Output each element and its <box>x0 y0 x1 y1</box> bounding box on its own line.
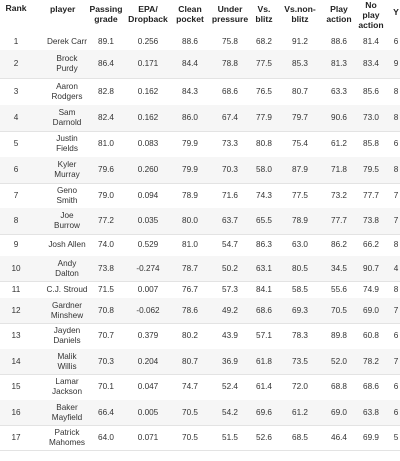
cell-nonblitz: 80.5 <box>292 264 308 273</box>
table-row <box>0 400 400 426</box>
cell-blitz: 77.5 <box>256 59 272 68</box>
cell-nonblitz: 73.5 <box>292 357 308 366</box>
cell-pa: 55.6 <box>331 285 347 294</box>
cell-rank: 1 <box>13 37 19 46</box>
cell-pa: 90.6 <box>331 113 347 122</box>
cell-pressure: 54.2 <box>222 408 238 417</box>
cell-pressure: 71.6 <box>222 191 238 200</box>
cell-player: Malik Willis <box>57 352 77 371</box>
cell-rank: 13 <box>11 331 21 340</box>
cell-clean: 84.4 <box>182 59 198 68</box>
cell-passing: 82.8 <box>98 87 114 96</box>
cell-rank: 5 <box>13 139 19 148</box>
table-row <box>0 131 400 158</box>
cell-epa: 0.005 <box>137 408 159 417</box>
cell-player: Josh Allen <box>48 240 86 249</box>
cell-passing: 82.4 <box>98 113 114 122</box>
cell-player: Jayden Daniels <box>53 326 81 345</box>
cell-passing: 70.8 <box>98 306 114 315</box>
table-row <box>0 78 400 106</box>
cell-npa: 90.7 <box>363 264 379 273</box>
cell-player: Derek Carr <box>46 37 88 46</box>
column-header-clean: Clean pocket <box>176 4 204 24</box>
column-header-passing: Passing grade <box>89 4 123 24</box>
cell-pa: 86.2 <box>331 240 347 249</box>
column-header-nonblitz: Vs.non- blitz <box>284 4 316 24</box>
cell-npa: 85.6 <box>363 87 379 96</box>
cell-extra: 6 <box>393 37 399 46</box>
cell-passing: 81.0 <box>98 139 114 148</box>
table-row <box>0 374 400 401</box>
cell-clean: 79.9 <box>182 165 198 174</box>
cell-pa: 63.3 <box>331 87 347 96</box>
cell-player: Justin Fields <box>56 134 78 153</box>
cell-npa: 63.8 <box>363 408 379 417</box>
table-row <box>0 157 400 184</box>
cell-rank: 11 <box>11 285 21 294</box>
cell-passing: 70.1 <box>98 382 114 391</box>
cell-pressure: 50.2 <box>222 264 238 273</box>
cell-blitz: 86.3 <box>256 240 272 249</box>
cell-npa: 85.8 <box>363 139 379 148</box>
cell-pressure: 70.3 <box>222 165 238 174</box>
cell-epa: 0.071 <box>137 433 159 442</box>
cell-nonblitz: 63.0 <box>292 240 308 249</box>
cell-extra: 9 <box>393 59 399 68</box>
cell-blitz: 68.6 <box>256 306 272 315</box>
cell-extra: 6 <box>393 382 399 391</box>
cell-epa: 0.256 <box>137 37 159 46</box>
cell-pressure: 67.4 <box>222 113 238 122</box>
cell-blitz: 76.5 <box>256 87 272 96</box>
cell-extra: 7 <box>393 191 399 200</box>
cell-player: Lamar Jackson <box>51 377 83 396</box>
cell-rank: 9 <box>13 240 19 249</box>
cell-epa: 0.007 <box>137 285 159 294</box>
column-header-epa: EPA/ Dropback <box>128 4 168 24</box>
cell-clean: 78.9 <box>182 191 198 200</box>
cell-rank: 2 <box>13 59 19 68</box>
cell-npa: 77.7 <box>363 191 379 200</box>
cell-extra: 8 <box>393 113 399 122</box>
cell-clean: 88.6 <box>182 37 198 46</box>
cell-clean: 74.7 <box>182 382 198 391</box>
cell-pa: 52.0 <box>331 357 347 366</box>
cell-blitz: 61.8 <box>256 357 272 366</box>
table-row <box>0 234 400 257</box>
cell-npa: 73.0 <box>363 113 379 122</box>
column-header-pressure: Under pressure <box>211 4 249 24</box>
cell-player: Brock Purdy <box>56 54 78 73</box>
cell-passing: 86.4 <box>98 59 114 68</box>
cell-npa: 81.4 <box>363 37 379 46</box>
column-header-rank: Rank <box>5 3 27 13</box>
cell-pa: 70.5 <box>331 306 347 315</box>
cell-pressure: 73.3 <box>222 139 238 148</box>
table-row <box>0 298 400 324</box>
cell-pressure: 54.7 <box>222 240 238 249</box>
cell-clean: 78.6 <box>182 306 198 315</box>
cell-npa: 66.2 <box>363 240 379 249</box>
table-row <box>0 256 400 282</box>
cell-nonblitz: 68.5 <box>292 433 308 442</box>
table-row <box>0 425 400 451</box>
cell-player: Patrick Mahomes <box>49 428 85 447</box>
cell-blitz: 58.0 <box>256 165 272 174</box>
cell-epa: 0.094 <box>137 191 159 200</box>
cell-blitz: 65.5 <box>256 216 272 225</box>
cell-clean: 78.7 <box>182 264 198 273</box>
column-header-blitz: Vs. blitz <box>255 4 273 24</box>
cell-extra: 6 <box>393 139 399 148</box>
cell-epa: 0.529 <box>137 240 159 249</box>
cell-nonblitz: 78.3 <box>292 331 308 340</box>
cell-epa: 0.260 <box>137 165 159 174</box>
column-header-player: player <box>50 4 76 14</box>
cell-pressure: 51.5 <box>222 433 238 442</box>
cell-passing: 74.0 <box>98 240 114 249</box>
cell-extra: 8 <box>393 87 399 96</box>
cell-extra: 6 <box>393 331 399 340</box>
cell-passing: 89.1 <box>98 37 114 46</box>
cell-rank: 12 <box>11 306 21 315</box>
cell-nonblitz: 78.9 <box>292 216 308 225</box>
cell-player: Kyler Murray <box>54 160 80 179</box>
cell-nonblitz: 72.0 <box>292 382 308 391</box>
cell-npa: 68.6 <box>363 382 379 391</box>
cell-extra: 8 <box>393 240 399 249</box>
table-row <box>0 50 400 79</box>
cell-nonblitz: 58.5 <box>292 285 308 294</box>
cell-epa: 0.171 <box>137 59 159 68</box>
cell-nonblitz: 85.3 <box>292 59 308 68</box>
cell-epa: 0.162 <box>137 113 159 122</box>
column-header-extra: Y <box>393 7 399 17</box>
cell-pressure: 57.3 <box>222 285 238 294</box>
cell-clean: 79.9 <box>182 139 198 148</box>
cell-clean: 86.0 <box>182 113 198 122</box>
cell-extra: 8 <box>393 165 399 174</box>
column-header-pa: Play action <box>326 4 352 24</box>
cell-blitz: 84.1 <box>256 285 272 294</box>
cell-pressure: 36.9 <box>222 357 238 366</box>
cell-pa: 46.4 <box>331 433 347 442</box>
table-row <box>0 208 400 235</box>
cell-player: Geno Smith <box>56 186 78 205</box>
cell-pressure: 49.2 <box>222 306 238 315</box>
cell-blitz: 74.3 <box>256 191 272 200</box>
cell-player: Baker Mayfield <box>51 403 83 422</box>
cell-extra: 6 <box>393 408 399 417</box>
cell-player: Gardner Minshew <box>50 301 84 320</box>
cell-passing: 79.0 <box>98 191 114 200</box>
cell-blitz: 52.6 <box>256 433 272 442</box>
cell-clean: 76.7 <box>182 285 198 294</box>
table-row <box>0 183 400 209</box>
cell-passing: 73.8 <box>98 264 114 273</box>
column-header-npa: No play action <box>358 0 384 30</box>
cell-clean: 80.7 <box>182 357 198 366</box>
cell-blitz: 68.2 <box>256 37 272 46</box>
cell-blitz: 57.1 <box>256 331 272 340</box>
cell-pressure: 43.9 <box>222 331 238 340</box>
cell-pa: 88.6 <box>331 37 347 46</box>
cell-rank: 17 <box>11 433 21 442</box>
cell-npa: 83.4 <box>363 59 379 68</box>
cell-rank: 4 <box>13 113 19 122</box>
cell-nonblitz: 75.4 <box>292 139 308 148</box>
cell-rank: 8 <box>13 216 19 225</box>
cell-player: C.J. Stroud <box>46 285 88 294</box>
cell-clean: 81.0 <box>182 240 198 249</box>
cell-clean: 80.2 <box>182 331 198 340</box>
cell-passing: 71.5 <box>98 285 114 294</box>
cell-epa: 0.047 <box>137 382 159 391</box>
cell-player: Andy Dalton <box>55 259 79 278</box>
cell-rank: 15 <box>11 382 21 391</box>
cell-blitz: 80.8 <box>256 139 272 148</box>
cell-epa: -0.062 <box>136 306 160 315</box>
cell-player: Sam Darnold <box>52 108 82 127</box>
cell-rank: 16 <box>11 408 21 417</box>
cell-epa: -0.274 <box>136 264 160 273</box>
cell-passing: 70.7 <box>98 331 114 340</box>
cell-extra: 5 <box>393 433 399 442</box>
cell-extra: 7 <box>393 357 399 366</box>
cell-passing: 70.3 <box>98 357 114 366</box>
cell-npa: 69.0 <box>363 306 379 315</box>
table-row <box>0 105 400 132</box>
cell-nonblitz: 87.9 <box>292 165 308 174</box>
cell-pa: 71.8 <box>331 165 347 174</box>
cell-blitz: 63.1 <box>256 264 272 273</box>
cell-passing: 66.4 <box>98 408 114 417</box>
cell-passing: 79.6 <box>98 165 114 174</box>
table-row <box>0 323 400 350</box>
cell-passing: 77.2 <box>98 216 114 225</box>
cell-epa: 0.204 <box>137 357 159 366</box>
cell-extra: 7 <box>393 306 399 315</box>
cell-pa: 61.2 <box>331 139 347 148</box>
cell-epa: 0.083 <box>137 139 159 148</box>
cell-pressure: 68.6 <box>222 87 238 96</box>
cell-blitz: 77.9 <box>256 113 272 122</box>
cell-npa: 79.5 <box>363 165 379 174</box>
cell-pa: 68.8 <box>331 382 347 391</box>
cell-clean: 70.5 <box>182 408 198 417</box>
cell-nonblitz: 79.7 <box>292 113 308 122</box>
cell-npa: 69.9 <box>363 433 379 442</box>
cell-epa: 0.162 <box>137 87 159 96</box>
cell-pressure: 75.8 <box>222 37 238 46</box>
cell-extra: 4 <box>393 264 399 273</box>
cell-epa: 0.379 <box>137 331 159 340</box>
cell-epa: 0.035 <box>137 216 159 225</box>
cell-rank: 10 <box>11 264 21 273</box>
cell-npa: 60.8 <box>363 331 379 340</box>
cell-pa: 81.3 <box>331 59 347 68</box>
cell-npa: 74.9 <box>363 285 379 294</box>
cell-nonblitz: 69.3 <box>292 306 308 315</box>
cell-pa: 77.7 <box>331 216 347 225</box>
table-row <box>0 281 400 299</box>
cell-blitz: 61.4 <box>256 382 272 391</box>
cell-extra: 7 <box>393 216 399 225</box>
cell-pressure: 63.7 <box>222 216 238 225</box>
cell-rank: 3 <box>13 87 19 96</box>
table-header <box>0 0 400 30</box>
cell-pa: 73.2 <box>331 191 347 200</box>
cell-npa: 78.2 <box>363 357 379 366</box>
cell-nonblitz: 80.7 <box>292 87 308 96</box>
cell-clean: 80.0 <box>182 216 198 225</box>
cell-pa: 34.5 <box>331 264 347 273</box>
cell-nonblitz: 77.5 <box>292 191 308 200</box>
cell-passing: 64.0 <box>98 433 114 442</box>
cell-clean: 70.5 <box>182 433 198 442</box>
cell-rank: 14 <box>11 357 21 366</box>
cell-rank: 6 <box>13 165 19 174</box>
cell-player: Aaron Rodgers <box>51 82 83 101</box>
cell-blitz: 69.6 <box>256 408 272 417</box>
cell-pressure: 78.8 <box>222 59 238 68</box>
cell-nonblitz: 91.2 <box>292 37 308 46</box>
cell-rank: 7 <box>13 191 19 200</box>
cell-pa: 69.0 <box>331 408 347 417</box>
cell-pressure: 52.4 <box>222 382 238 391</box>
cell-nonblitz: 61.2 <box>292 408 308 417</box>
cell-clean: 84.3 <box>182 87 198 96</box>
cell-player: Joe Burrow <box>54 211 80 230</box>
table-row <box>0 349 400 375</box>
cell-npa: 73.8 <box>363 216 379 225</box>
cell-pa: 89.8 <box>331 331 347 340</box>
cell-extra: 8 <box>393 285 399 294</box>
